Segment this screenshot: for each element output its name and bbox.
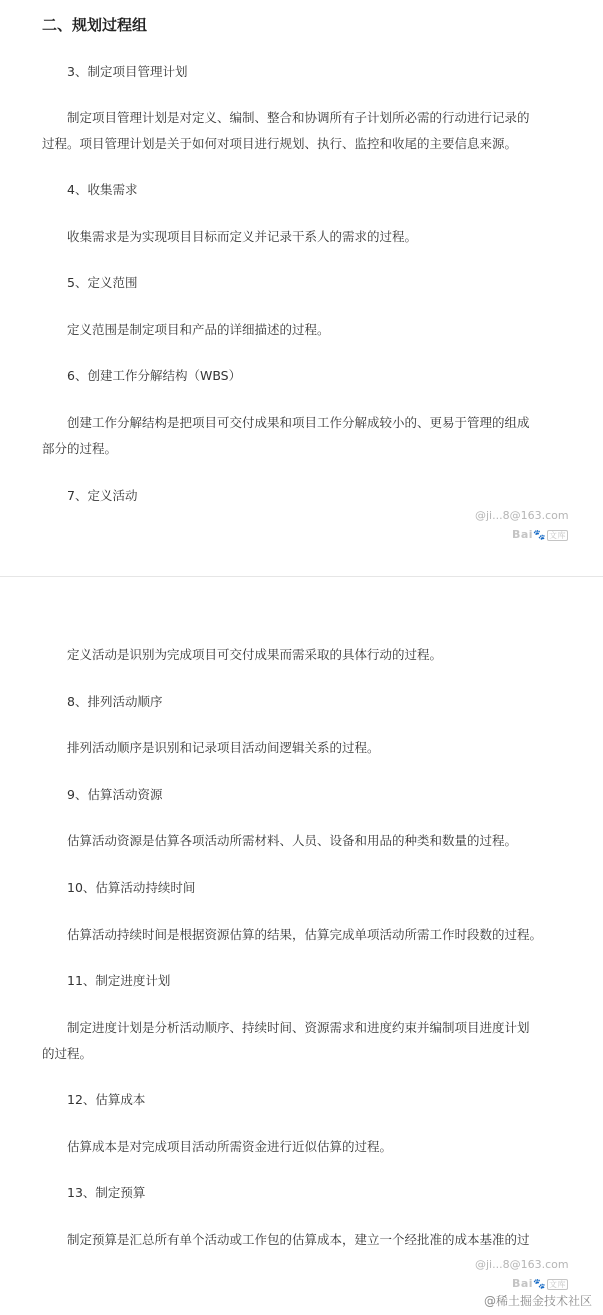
item-heading: 13、制定预算 [67,1185,146,1200]
baidu-wenku-logo [512,1277,568,1290]
item-desc-line: 部分的过程。 [42,441,118,456]
paw-icon: 🐾 [533,530,547,541]
baidu-wenku-logo [512,528,568,541]
page-divider [0,576,603,577]
logo-wenku: 文库 [549,1280,567,1289]
logo-text: Bai [512,1277,534,1290]
item-heading: 10、估算活动持续时间 [67,880,196,895]
item-heading: 6、创建工作分解结构（WBS） [67,368,242,383]
item-heading: 9、估算活动资源 [67,787,163,802]
item-heading: 4、收集需求 [67,182,138,197]
item-desc-line: 制定预算是汇总所有单个活动或工作包的估算成本，建立一个经批准的成本基准的过 [67,1232,530,1247]
item-desc-line: 定义活动是识别为完成项目可交付成果而需采取的具体行动的过程。 [67,647,443,662]
item-heading: 8、排列活动顺序 [67,694,163,709]
logo-text: Bai [512,528,534,541]
item-desc-line: 制定进度计划是分析活动顺序、持续时间、资源需求和进度约束并编制项目进度计划 [67,1020,530,1035]
item-desc-line: 收集需求是为实现项目目标而定义并记录干系人的需求的过程。 [67,229,418,244]
item-desc-line: 排列活动顺序是识别和记录项目活动间逻辑关系的过程。 [67,740,380,755]
watermark-email: @ji...8@163.com [475,1258,569,1271]
paw-icon: 🐾 [533,1279,547,1290]
item-desc-line: 制定项目管理计划是对定义、编制、整合和协调所有子计划所必需的行动进行记录的 [67,110,530,125]
item-heading: 12、估算成本 [67,1092,146,1107]
item-heading: 3、制定项目管理计划 [67,64,188,79]
item-desc-line: 估算活动资源是估算各项活动所需材料、人员、设备和用品的种类和数量的过程。 [67,833,518,848]
logo-wenku: 文库 [549,531,567,540]
item-heading: 7、定义活动 [67,488,138,503]
item-heading: 5、定义范围 [67,275,138,290]
item-desc-line: 的过程。 [42,1046,93,1061]
section-title: 二、规划过程组 [42,16,148,34]
item-desc-line: 定义范围是制定项目和产品的详细描述的过程。 [67,322,330,337]
item-desc-line: 估算成本是对完成项目活动所需资金进行近似估算的过程。 [67,1139,393,1154]
item-desc-line: 创建工作分解结构是把项目可交付成果和项目工作分解成较小的、更易于管理的组成 [67,415,530,430]
item-heading: 11、制定进度计划 [67,973,171,988]
item-desc-line: 估算活动持续时间是根据资源估算的结果，估算完成单项活动所需工作时段数的过程。 [67,927,543,942]
footer-watermark: @稀土掘金技术社区 [484,1294,593,1308]
item-desc-line: 过程。项目管理计划是关于如何对项目进行规划、执行、监控和收尾的主要信息来源。 [42,136,518,151]
watermark-email: @ji...8@163.com [475,509,569,522]
